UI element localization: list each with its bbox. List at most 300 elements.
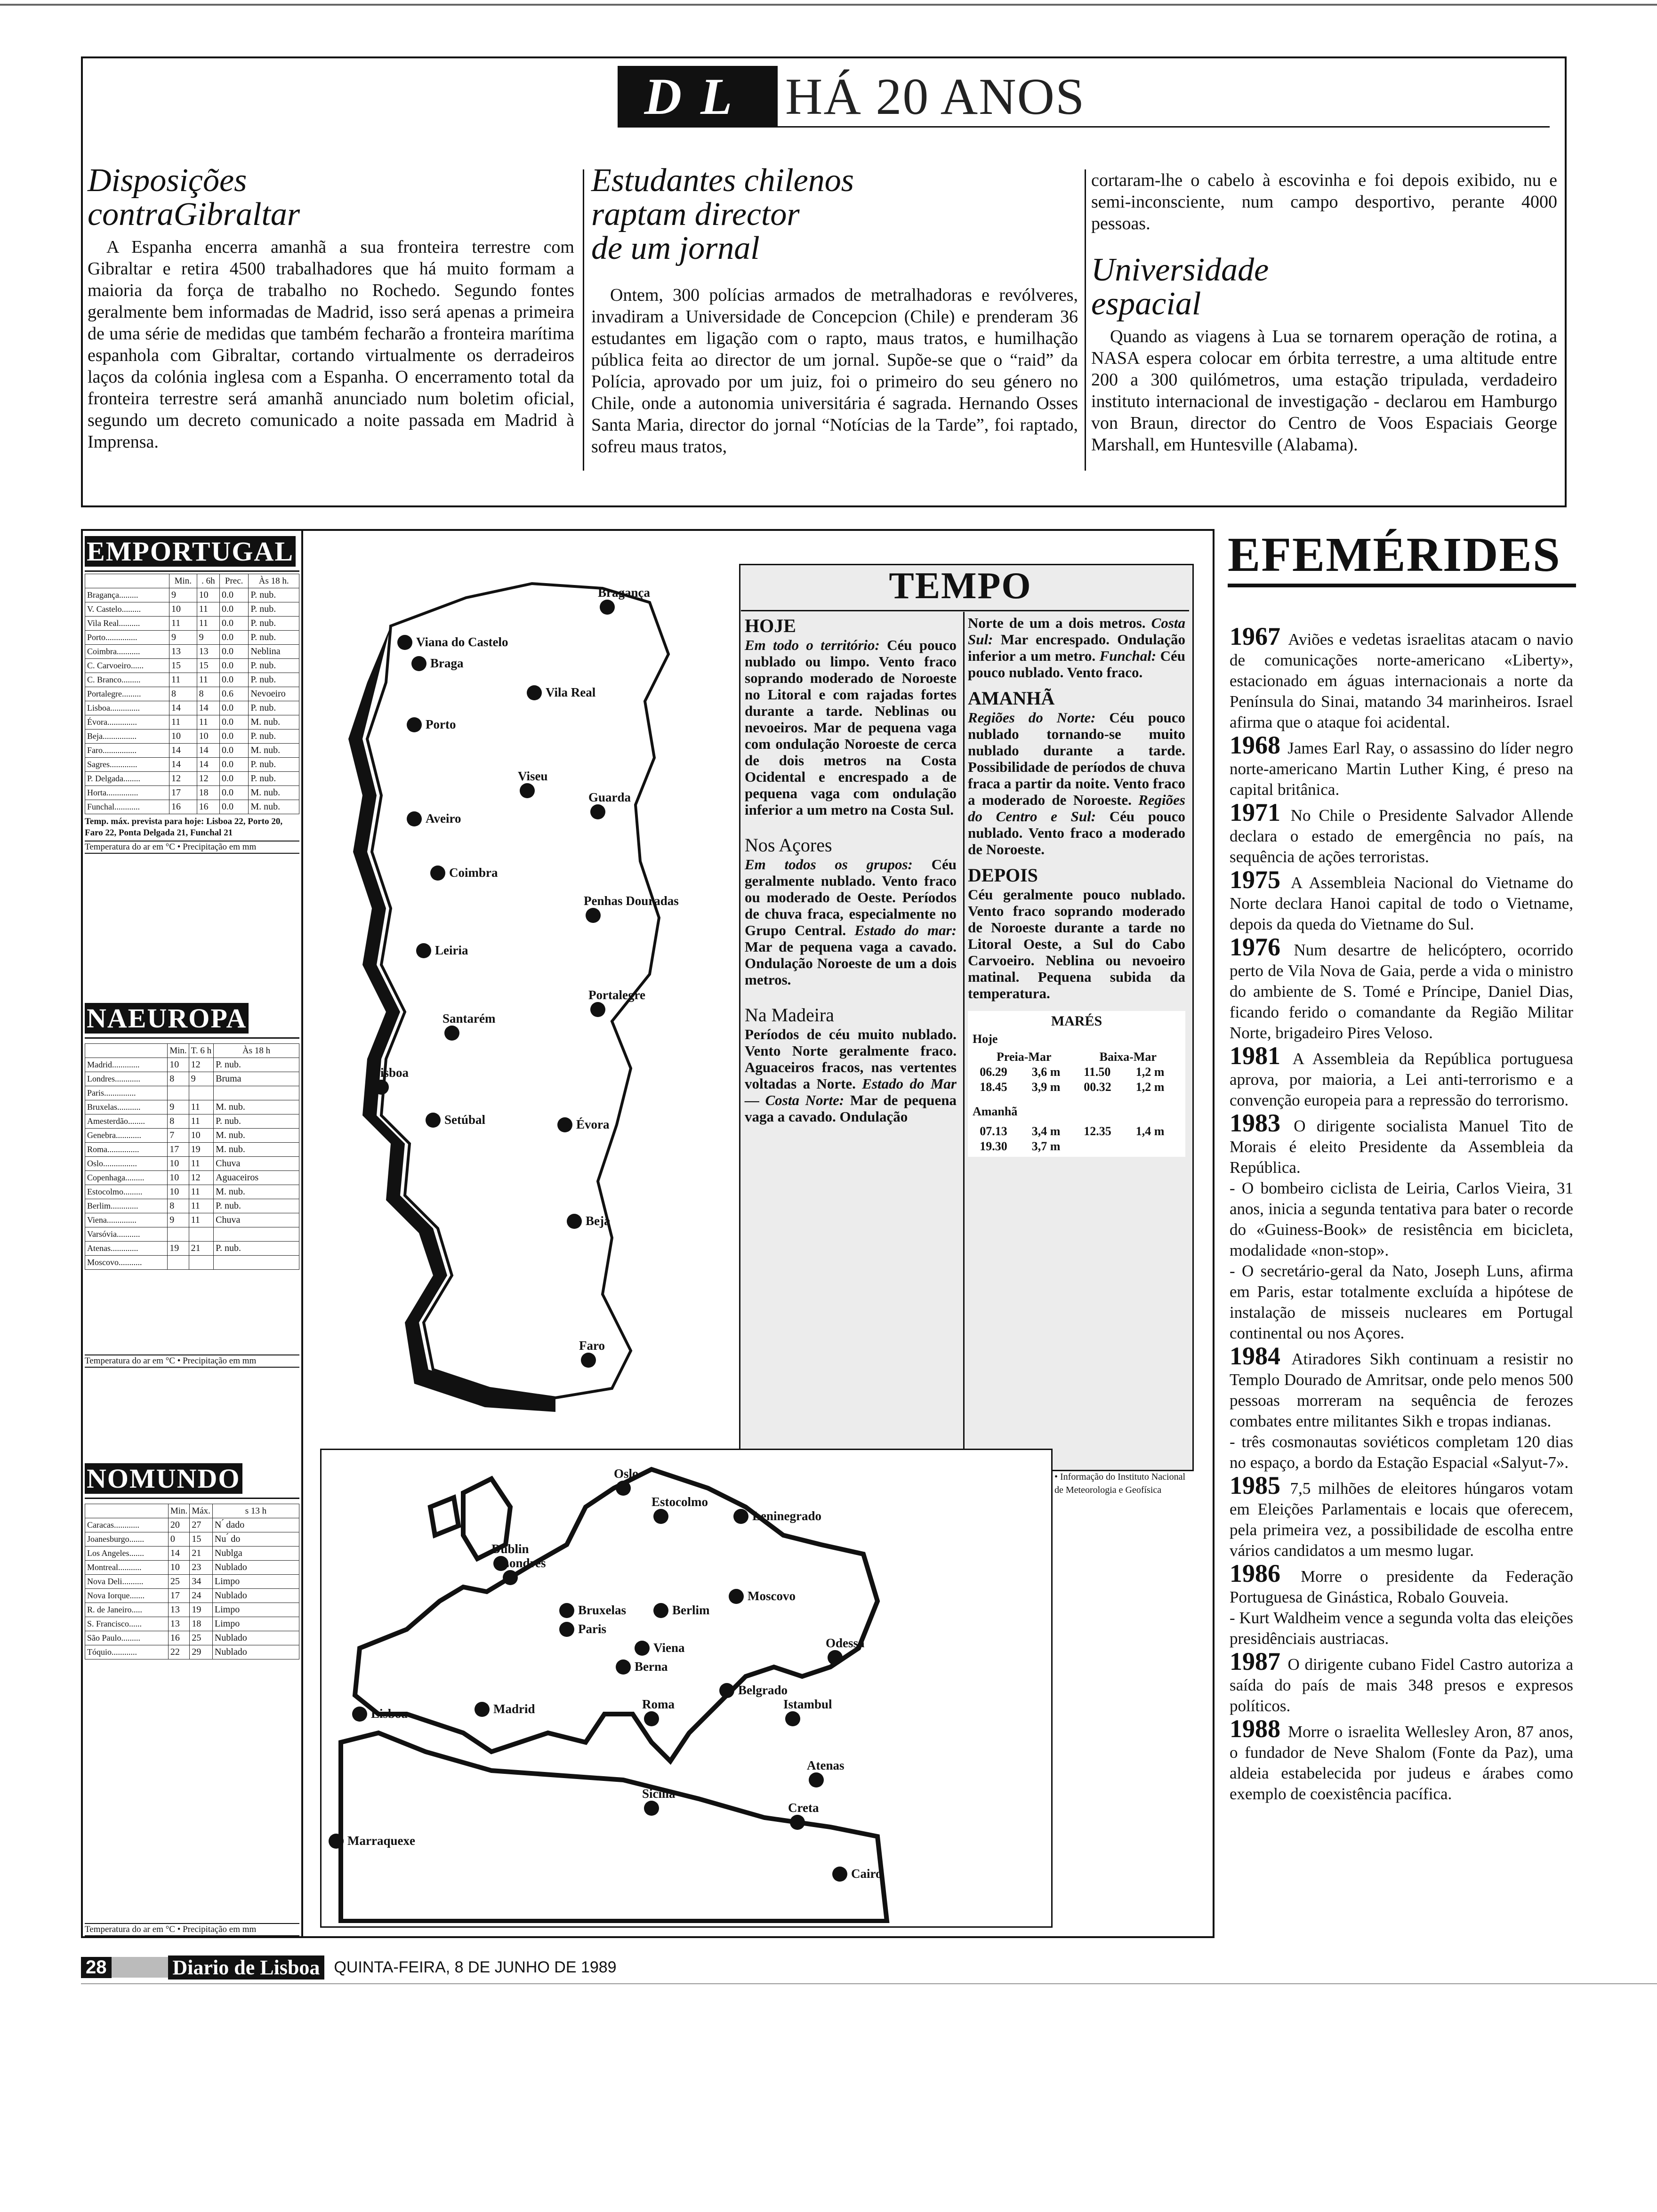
table-row: [85, 1631, 299, 1645]
city-marker: [352, 1707, 367, 1722]
value-cell: Aguaceiros: [214, 1171, 299, 1185]
city-marker: [644, 1711, 659, 1726]
mares-cell: 3,7 m: [1031, 1139, 1061, 1153]
table-row: [85, 1227, 299, 1242]
acores-lead: Em todos os grupos:: [745, 856, 913, 873]
city-label: Coimbra: [449, 866, 498, 880]
article-continuation: cortaram-lhe o cabelo à escovinha e foi depois exibido, nu e semi-inconsciente, num campo desportivo, perante 4000 pessoas.: [1091, 170, 1557, 233]
value-cell: 21: [189, 1242, 213, 1256]
table-row: [85, 715, 299, 729]
efemeride-entry: [1230, 1559, 1574, 1649]
value-cell: 0.0: [220, 659, 249, 673]
amanha-norte-lead: Regiões do Norte:: [968, 709, 1096, 726]
value-cell: 8: [197, 687, 219, 701]
mares-hoje-rows: [973, 1065, 1181, 1095]
city-marker: [411, 656, 426, 671]
table-row: [85, 1645, 299, 1659]
city-label: Leiria: [435, 943, 468, 957]
mares-amanha-rows: [973, 1124, 1181, 1154]
value-cell: 8: [168, 1072, 189, 1086]
africa-coast: [341, 1733, 887, 1921]
value-cell: [189, 1227, 213, 1242]
table-row: [85, 729, 299, 744]
hoje-heading: HOJE: [745, 615, 796, 636]
portugal-table-title: [85, 531, 299, 572]
value-cell: 19: [168, 1242, 189, 1256]
city-label: Porto: [426, 717, 456, 731]
article-title-line2: contraGibraltar: [88, 196, 300, 232]
city-cell: Horta...............: [85, 786, 169, 800]
mares-row: [973, 1080, 1181, 1095]
column-rule: [1085, 169, 1086, 471]
europa-table-footer: Temperatura do ar em °C • Precipitação em mm: [85, 1354, 299, 1368]
city-label: Beja: [586, 1214, 611, 1228]
city-marker: [616, 1659, 631, 1675]
value-cell: P. nub.: [249, 758, 299, 772]
value-cell: 10: [168, 1058, 189, 1072]
left-column-rule: [301, 529, 303, 1936]
value-cell: 11: [189, 1213, 213, 1227]
table-row: [85, 701, 299, 715]
value-cell: 18: [190, 1617, 213, 1631]
mares-cell: 3,9 m: [1031, 1080, 1061, 1094]
city-label: Dublin: [491, 1542, 529, 1556]
city-label: Berlim: [672, 1603, 710, 1617]
city-cell: P. Delgada........: [85, 772, 169, 786]
table-row: [85, 1256, 299, 1270]
city-label: Évora: [576, 1117, 610, 1131]
city-cell: Londres............: [85, 1072, 168, 1086]
amanha-forecast: [968, 709, 1185, 858]
city-cell: Porto...............: [85, 631, 169, 645]
tempo-col1: [745, 615, 957, 1125]
city-label: Creta: [788, 1801, 819, 1815]
city-label: Braga: [430, 656, 464, 670]
table-row: [85, 758, 299, 772]
table-row: [85, 1589, 299, 1603]
value-cell: 9: [168, 1100, 189, 1114]
efemeride-entry: [1230, 1109, 1574, 1344]
mares-cell: 3,6 m: [1031, 1065, 1061, 1079]
amanha-heading: AMANHÃ: [968, 688, 1055, 709]
mares-cell: 06.29: [980, 1065, 1007, 1079]
acores-mar-text: Mar de pequena vaga a cavado. Ondulação Noroeste de um a dois metros.: [745, 938, 957, 988]
article-title-line2: raptam director: [591, 196, 800, 232]
col-header: Min.: [168, 1044, 189, 1058]
city-label: Oslo: [614, 1467, 639, 1481]
value-cell: 0.0: [220, 800, 249, 814]
value-cell: 16: [168, 1631, 189, 1645]
value-cell: 21: [190, 1547, 213, 1561]
efemeride-year: 1976: [1230, 933, 1294, 961]
depois-text: Céu geralmente pouco nublado. Vento fraco soprando moderado de Noroeste durante a tarde no Litoral Oeste, a Sul do Cabo Carvoeiro. Neblina ou nevoeiro matinal. Pequena subida da temperatura.: [968, 886, 1185, 1002]
value-cell: 10: [189, 1129, 213, 1143]
city-marker: [653, 1603, 668, 1618]
madeira-mar-lead: Estado do Mar — Costa Norte:: [745, 1075, 957, 1108]
col-header: Máx.: [190, 1504, 213, 1518]
mundo-table-block: [85, 1458, 299, 1936]
value-cell: 10: [168, 1171, 189, 1185]
efemeride-text: O dirigente socialista Manuel Tito de Morais é eleito Presidente da Assembleia da República. - O bombeiro ciclista de Leiria, Carlos Vieira, 31 anos, inicia a segunda tentativa para bater o recorde do «Guiness-Book» de resistência em bicicleta, modalidade «non-stop». - O secretário-geral da Nato, Joseph Luns, afirma em Paris, estar totalmente excluída a hipótese de instalação de misseis nucleares em Portugal continental ou nos Açores.: [1230, 1117, 1574, 1342]
mares-amanha-label: Amanhã: [973, 1105, 1018, 1118]
city-label: Lisboa: [372, 1066, 409, 1080]
city-label: Viseu: [518, 769, 548, 783]
efemeride-text: Aviões e vedetas israelitas atacam o navio de comunicações norte-americano «Liberty», estacionado em águas internacionais a norte da Península do Sinai, matando 34 marinheiros. Israel afirma que o ataque foi acidental.: [1230, 630, 1573, 731]
value-cell: 25: [190, 1631, 213, 1645]
table-row: [85, 588, 299, 602]
value-cell: 12: [169, 772, 197, 786]
value-cell: P. nub.: [214, 1058, 299, 1072]
section-title: HÁ 20 ANOS: [785, 68, 1086, 125]
value-cell: 14: [169, 758, 197, 772]
mundo-weather-table: [85, 1504, 299, 1659]
value-cell: P. nub.: [249, 617, 299, 631]
value-cell: Nublado: [212, 1645, 299, 1659]
city-label: Penhas Douradas: [584, 894, 679, 908]
table-row: [85, 1086, 299, 1100]
article-chile: [591, 164, 1078, 457]
costa-sul-text: Mar encrespado. Ondulação inferior a um metro.: [968, 631, 1185, 664]
city-cell: Tóquio............: [85, 1645, 169, 1659]
value-cell: Nublado: [212, 1589, 299, 1603]
value-cell: Nublado: [212, 1561, 299, 1575]
mares-cell: 07.13: [980, 1124, 1007, 1138]
city-cell: Los Angeles.......: [85, 1547, 169, 1561]
madeira-text: Períodos de céu muito nublado. Vento Norte geralmente fraco. Aguaceiros fracos, nas vertentes voltadas a Norte.: [745, 1026, 957, 1092]
value-cell: 0.0: [220, 758, 249, 772]
portugal-map: [311, 560, 734, 1454]
table-row: [85, 772, 299, 786]
table-row: [85, 645, 299, 659]
value-cell: 11: [197, 715, 219, 729]
col-header: T. 6 h: [189, 1044, 213, 1058]
value-cell: 24: [190, 1589, 213, 1603]
mares-row: [973, 1065, 1181, 1080]
city-cell: Montreal...........: [85, 1561, 169, 1575]
city-cell: Bragança.........: [85, 588, 169, 602]
funchal-lead: Funchal:: [1099, 648, 1157, 664]
city-cell: São Paulo.........: [85, 1631, 169, 1645]
efemeride-entry: [1230, 933, 1574, 1043]
page-footer: [81, 1956, 617, 1979]
ireland: [430, 1498, 458, 1535]
value-cell: 11: [197, 602, 219, 617]
city-cell: R. de Janeiro.....: [85, 1603, 169, 1617]
value-cell: 11: [189, 1185, 213, 1199]
city-marker: [426, 1113, 441, 1128]
city-label: Aveiro: [426, 811, 461, 825]
city-marker: [635, 1641, 650, 1656]
table-row: [85, 1143, 299, 1157]
table-row: [85, 1547, 299, 1561]
value-cell: P. nub.: [214, 1114, 299, 1129]
europa-weather-table: [85, 1043, 299, 1270]
mares-heading: MARÉS: [1051, 1013, 1102, 1029]
value-cell: 0: [168, 1532, 189, 1547]
table-row: [85, 1603, 299, 1617]
city-marker: [430, 866, 445, 881]
mares-cell: 12.35: [1084, 1124, 1111, 1138]
city-label: Londres: [501, 1556, 546, 1570]
city-marker: [616, 1481, 631, 1496]
city-marker: [832, 1867, 847, 1882]
value-cell: 0.0: [220, 602, 249, 617]
amanha-sul-lead: Regiões do Centro e Sul:: [968, 792, 1185, 825]
efemerides-list: [1230, 622, 1574, 1806]
value-cell: Chuva: [214, 1157, 299, 1171]
value-cell: 11: [189, 1157, 213, 1171]
city-label: Viena: [653, 1641, 685, 1655]
city-label: Leninegrado: [752, 1509, 822, 1523]
value-cell: 14: [197, 701, 219, 715]
table-row: [85, 1575, 299, 1589]
value-cell: 18: [197, 786, 219, 800]
table-row: [85, 1114, 299, 1129]
portugal-table-block: [85, 531, 299, 854]
table-row: [85, 1129, 299, 1143]
value-cell: P. nub.: [214, 1242, 299, 1256]
europa-table-title: [85, 998, 299, 1039]
city-marker: [407, 717, 422, 732]
mares-cell: 1,2 m: [1135, 1065, 1165, 1079]
efemeride-year: 1987: [1230, 1647, 1288, 1675]
value-cell: Nublado: [212, 1631, 299, 1645]
article-body: Ontem, 300 polícias armados de metralhadoras e revólveres, invadiram a Universidade de Concepcion (Chile) e prenderam 36 estudantes em ligação com o rapto, maus tratos, e humilhação pública feita ao director de um jornal. Supõe-se que o “raid” da Polícia, aprovado por um juiz, foi o primeiro do seu género no Chile, onde a autonomia universitária é sagrada. Hernando Osses Santa Maria, director do jornal “Notícias de la Tarde”, foi raptado, sofreu maus tratos,: [591, 285, 1078, 457]
col-header: Min.: [169, 574, 197, 588]
city-cell: Amesterdão........: [85, 1114, 168, 1129]
mundo-table-title: [85, 1458, 299, 1499]
value-cell: 23: [190, 1561, 213, 1575]
value-cell: 11: [189, 1114, 213, 1129]
value-cell: 16: [197, 800, 219, 814]
article-title-line2: espacial: [1091, 286, 1201, 322]
value-cell: 12: [197, 772, 219, 786]
value-cell: M. nub.: [214, 1143, 299, 1157]
efemeride-text: Morre o presidente da Federação Portuguesa de Ginástica, Robalo Gouveia. - Kurt Waldheim vence a segunda volta das eleições presidênciais austriacas.: [1230, 1567, 1574, 1648]
table-row: [85, 1157, 299, 1171]
value-cell: 0.0: [220, 673, 249, 687]
city-marker: [785, 1711, 800, 1726]
mares-row: [973, 1124, 1181, 1139]
mares-cell: 1,2 m: [1135, 1080, 1165, 1094]
table-row: [85, 1213, 299, 1227]
value-cell: 8: [168, 1114, 189, 1129]
value-cell: 10: [168, 1157, 189, 1171]
value-cell: M. nub.: [249, 800, 299, 814]
city-label: Istambul: [783, 1697, 832, 1711]
depois-heading: DEPOIS: [968, 865, 1038, 886]
article-title-line1: Disposições: [88, 162, 247, 199]
acores-forecast: [745, 856, 957, 988]
city-marker: [790, 1815, 805, 1830]
efemeride-entry: [1230, 731, 1573, 800]
table-row: [85, 1518, 299, 1532]
mares-cell: [1136, 1139, 1174, 1154]
city-marker: [407, 811, 422, 826]
city-marker: [559, 1622, 574, 1637]
efemeride-entry: [1230, 798, 1573, 867]
city-cell: Sagres.............: [85, 758, 169, 772]
acores-text: Céu geralmente nublado. Vento fraco ou moderado de Oeste. Períodos de chuva fraca, especialmente no Grupo Central.: [745, 856, 957, 938]
hoje-forecast: [745, 637, 957, 818]
value-cell: Neblina: [249, 645, 299, 659]
city-cell: Funchal............: [85, 800, 169, 814]
value-cell: 14: [169, 701, 197, 715]
portugal-table-footer: Temperatura do ar em °C • Precipitação em mm: [85, 841, 299, 854]
city-label: Bruxelas: [578, 1603, 627, 1617]
value-cell: 14: [168, 1547, 189, 1561]
value-cell: P. nub.: [249, 659, 299, 673]
city-cell: Évora..............: [85, 715, 169, 729]
value-cell: 20: [168, 1518, 189, 1532]
efemeride-year: 1986: [1230, 1559, 1301, 1587]
city-marker: [374, 1080, 389, 1095]
city-marker: [581, 1353, 596, 1368]
value-cell: [168, 1086, 189, 1100]
value-cell: P. nub.: [249, 772, 299, 786]
value-cell: Nublga: [212, 1547, 299, 1561]
table-row: [85, 1561, 299, 1575]
value-cell: 13: [168, 1617, 189, 1631]
city-cell: Faro................: [85, 744, 169, 758]
col-header: [85, 1504, 169, 1518]
value-cell: 0.6: [220, 687, 249, 701]
city-marker: [527, 685, 542, 700]
value-cell: 0.0: [220, 645, 249, 659]
table-row: [85, 1100, 299, 1114]
page-number: 28: [81, 1957, 112, 1978]
value-cell: Chuva: [214, 1213, 299, 1227]
europa-title-text: NAEUROPA: [85, 1003, 249, 1034]
efemeride-year: 1984: [1230, 1342, 1292, 1370]
efemeride-entry: [1230, 1471, 1573, 1561]
city-label: Vila Real: [546, 685, 596, 699]
value-cell: Bruma: [214, 1072, 299, 1086]
value-cell: P. nub.: [249, 701, 299, 715]
value-cell: 10: [168, 1561, 189, 1575]
city-cell: Beja................: [85, 729, 169, 744]
header-rule: [618, 126, 1550, 128]
city-label: Setúbal: [444, 1113, 486, 1127]
city-cell: Vila Real..........: [85, 617, 169, 631]
efemerides-title: [1228, 529, 1576, 587]
footer-rule: [81, 1983, 1657, 1984]
efemeride-text: 7,5 milhões de eleitores húngaros votam em Eleições Parlamentais e locais que oferecem, pela primeira vez, a possibilidade de escolha entre vários candidatos a um mesmo lugar.: [1230, 1479, 1573, 1560]
table-row: [85, 1532, 299, 1547]
hoje-lead: Em todo o território:: [745, 637, 880, 653]
value-cell: [168, 1227, 189, 1242]
city-marker: [590, 804, 605, 819]
value-cell: [168, 1256, 189, 1270]
table-row: [85, 1199, 299, 1213]
col-header: [85, 574, 169, 588]
table-header-row: [85, 1044, 299, 1058]
city-marker: [653, 1509, 668, 1524]
value-cell: P. nub.: [249, 729, 299, 744]
acores-heading: Nos Açores: [745, 834, 832, 856]
madeira-mar-text: Mar de pequena vaga a cavado. Ondulação: [745, 1092, 957, 1125]
table-row: [85, 800, 299, 814]
efemeride-entry: [1230, 1647, 1574, 1716]
table-row: [85, 602, 299, 617]
dl-logo-text: DL: [644, 67, 751, 125]
col-header: Min.: [168, 1504, 189, 1518]
value-cell: 10: [169, 602, 197, 617]
value-cell: 15: [190, 1532, 213, 1547]
city-label: Faro: [579, 1338, 605, 1353]
table-row: [85, 1171, 299, 1185]
city-label: Marraquexe: [347, 1834, 415, 1848]
efemeride-text: O dirigente cubano Fidel Castro autoriza a saída do país de mais 348 presos e expresos políticos.: [1230, 1655, 1574, 1715]
col-header: Às 18 h.: [249, 574, 299, 588]
value-cell: 9: [197, 631, 219, 645]
city-cell: S. Francisco......: [85, 1617, 169, 1631]
value-cell: M. nub.: [249, 744, 299, 758]
article-universidade: [1091, 169, 1557, 456]
city-marker: [444, 1026, 459, 1041]
city-marker: [644, 1801, 659, 1816]
efemeride-text: James Earl Ray, o assassino do líder negro norte-americano Martin Luther King, é preso na capital britânica.: [1230, 739, 1573, 799]
efemeride-text: A Assembleia Nacional do Vietname do Norte declara Hanoi capital de todo o Vietname, depois da queda do Vietname do Sul.: [1230, 874, 1574, 933]
scan-edge: [0, 4, 1657, 6]
city-label: Atenas: [807, 1758, 845, 1772]
mares-columns: [973, 1050, 1181, 1065]
value-cell: M. nub.: [214, 1185, 299, 1199]
mares-block: [968, 1011, 1185, 1157]
city-marker: [475, 1702, 490, 1717]
value-cell: 14: [197, 744, 219, 758]
value-cell: 34: [190, 1575, 213, 1589]
value-cell: 22: [168, 1645, 189, 1659]
article-title-line3: de um jornal: [591, 230, 760, 266]
value-cell: 10: [197, 588, 219, 602]
col-header: Às 18 h: [214, 1044, 299, 1058]
city-marker: [329, 1834, 344, 1849]
footer-date: QUINTA-FEIRA, 8 DE JUNHO DE 1989: [334, 1958, 617, 1976]
value-cell: 0.0: [220, 701, 249, 715]
efemeride-year: 1988: [1230, 1715, 1288, 1743]
value-cell: Limpo: [212, 1603, 299, 1617]
value-cell: 10: [169, 729, 197, 744]
city-cell: Lisboa..............: [85, 701, 169, 715]
col2-cont-text: Norte de um a dois metros.: [968, 615, 1146, 631]
city-label: Lisboa: [371, 1707, 408, 1721]
value-cell: M. nub.: [214, 1129, 299, 1143]
value-cell: Limpo: [212, 1575, 299, 1589]
city-cell: Roma...............: [85, 1143, 168, 1157]
table-row: [85, 617, 299, 631]
city-cell: Estocolmo.........: [85, 1185, 168, 1199]
madeira-heading: Na Madeira: [745, 1004, 834, 1026]
value-cell: M. nub.: [249, 786, 299, 800]
value-cell: 19: [189, 1143, 213, 1157]
value-cell: 27: [190, 1518, 213, 1532]
value-cell: 11: [197, 617, 219, 631]
value-cell: Nevoeiro: [249, 687, 299, 701]
value-cell: 11: [189, 1199, 213, 1213]
value-cell: 11: [169, 673, 197, 687]
value-cell: 15: [197, 659, 219, 673]
efemeride-entry: [1230, 1715, 1573, 1804]
city-marker: [586, 908, 601, 923]
city-marker: [729, 1589, 744, 1604]
city-marker: [520, 783, 535, 798]
value-cell: 10: [197, 729, 219, 744]
hoje-text: Céu pouco nublado ou limpo. Vento fraco soprando moderado de Noroeste no Litoral e com rajadas fortes durante a tarde. Neblinas ou nevoeiros. Mar de pequena vaga com ondulação Noroeste de cerca de dois metros na Costa Ocidental e encrespado a de pequena vaga com ondulação inferior a um metro na Costa Sul.: [745, 637, 957, 818]
city-label: Portalegre: [588, 988, 645, 1002]
table-row: [85, 631, 299, 645]
city-cell: Madrid.............: [85, 1058, 168, 1072]
